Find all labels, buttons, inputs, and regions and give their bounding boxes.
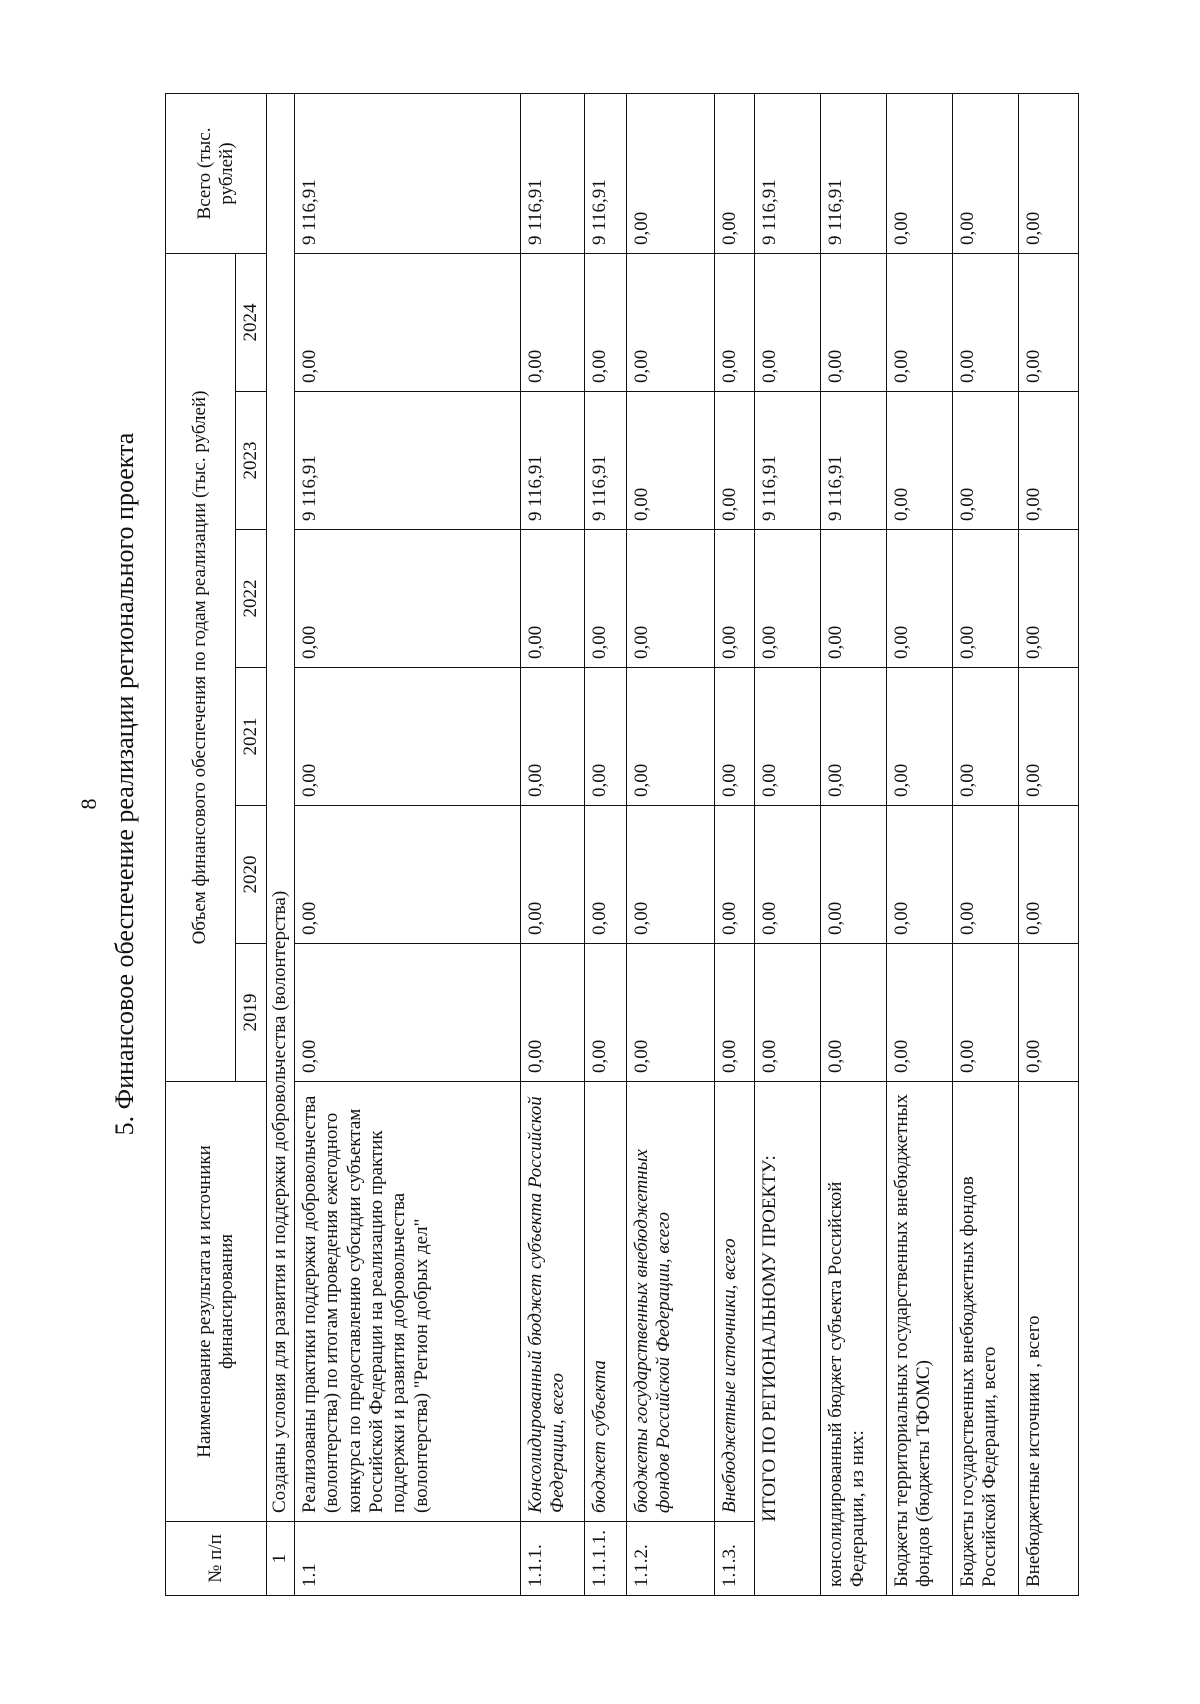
row-value: 0,00 [584, 668, 626, 806]
summary-detail-value: 0,00 [952, 530, 1018, 668]
row-name: Консолидированный бюджет субъекта Российской Федерации, всего [520, 1082, 584, 1522]
summary-detail-total: 0,00 [886, 94, 952, 254]
summary-detail-value: 0,00 [886, 806, 952, 944]
header-year: 2024 [236, 254, 267, 392]
header-year: 2019 [236, 944, 267, 1082]
summary-detail-value: 0,00 [1018, 944, 1078, 1082]
header-total: Всего (тыс. рублей) [166, 94, 267, 254]
summary-value: 9 116,91 [754, 392, 820, 530]
summary-detail-value: 0,00 [820, 254, 886, 392]
row-value: 0,00 [584, 944, 626, 1082]
summary-detail-name: Бюджеты территориальных государственных внебюджетных фондов (бюджеты ТФОМС) [886, 1082, 952, 1596]
row-total: 0,00 [626, 94, 714, 254]
table-row [520, 94, 584, 1596]
header-year: 2023 [236, 392, 267, 530]
header-year: 2021 [236, 668, 267, 806]
row-name: бюджеты государственных внебюджетных фондов Российской Федерации, всего [626, 1082, 714, 1522]
row-name: Реализованы практики поддержки добровольчества (волонтерства) по итогам проведения ежегодного конкурса по предоставлению субсидии субъектам Российской Федерации на реализацию практик поддержки и развития добровольчества (волонтерства) "Регион добрых дел" [294, 1082, 520, 1522]
summary-detail-value: 0,00 [886, 944, 952, 1082]
summary-detail-value: 0,00 [886, 392, 952, 530]
row-value: 0,00 [714, 806, 754, 944]
summary-row [754, 94, 820, 1596]
table-row [584, 94, 626, 1596]
summary-detail-name: консолидированный бюджет субъекта Российской Федерации, из них: [820, 1082, 886, 1596]
summary-detail-value: 0,00 [1018, 806, 1078, 944]
summary-value: 0,00 [754, 806, 820, 944]
row-value: 0,00 [520, 806, 584, 944]
summary-detail-name: Бюджеты государственных внебюджетных фондов Российской Федерации, всего [952, 1082, 1018, 1596]
row-total: 9 116,91 [584, 94, 626, 254]
summary-detail-row [820, 94, 886, 1596]
header-name: Наименование результата и источники финансирования [166, 1082, 267, 1522]
summary-detail-row [1018, 94, 1078, 1596]
summary-detail-total: 0,00 [952, 94, 1018, 254]
table-row [294, 94, 520, 1596]
summary-detail-value: 0,00 [952, 806, 1018, 944]
row-value: 0,00 [294, 668, 520, 806]
row-value: 0,00 [626, 392, 714, 530]
table-row [714, 94, 754, 1596]
summary-value: 0,00 [754, 668, 820, 806]
summary-detail-value: 0,00 [886, 668, 952, 806]
row-value: 0,00 [714, 668, 754, 806]
summary-detail-row [886, 94, 952, 1596]
summary-detail-value: 0,00 [886, 254, 952, 392]
row-total: 0,00 [714, 94, 754, 254]
row-value: 0,00 [714, 944, 754, 1082]
row-value: 0,00 [626, 254, 714, 392]
row-value: 0,00 [520, 668, 584, 806]
section-label: Созданы условия для развития и поддержки добровольчества (волонтерства) [267, 94, 294, 1522]
row-num: 1.1 [294, 1522, 520, 1596]
row-value: 0,00 [626, 530, 714, 668]
header-volume: Объем финансового обеспечения по годам реализации (тыс. рублей) [166, 254, 236, 1082]
summary-detail-value: 0,00 [952, 944, 1018, 1082]
summary-value: 0,00 [754, 530, 820, 668]
summary-detail-value: 0,00 [820, 806, 886, 944]
row-total: 9 116,91 [294, 94, 520, 254]
summary-detail-value: 9 116,91 [820, 392, 886, 530]
row-value: 0,00 [520, 944, 584, 1082]
section-num: 1 [267, 1522, 294, 1596]
section-row [267, 94, 294, 1596]
row-value: 0,00 [584, 806, 626, 944]
row-value: 0,00 [626, 806, 714, 944]
row-value: 0,00 [294, 530, 520, 668]
summary-value: 0,00 [754, 944, 820, 1082]
summary-detail-total: 9 116,91 [820, 94, 886, 254]
row-value: 0,00 [520, 530, 584, 668]
header-year: 2022 [236, 530, 267, 668]
header-num: № п/п [166, 1522, 267, 1596]
summary-detail-value: 0,00 [820, 668, 886, 806]
row-value: 0,00 [520, 254, 584, 392]
row-value: 0,00 [584, 530, 626, 668]
page-number: 8 [76, 798, 101, 810]
finance-table [165, 93, 1079, 1596]
row-value: 0,00 [294, 254, 520, 392]
row-value: 0,00 [714, 254, 754, 392]
row-num: 1.1.3. [714, 1522, 754, 1596]
summary-label: ИТОГО ПО РЕГИОНАЛЬНОМУ ПРОЕКТУ: [754, 1082, 820, 1596]
row-value: 0,00 [584, 254, 626, 392]
summary-detail-value: 0,00 [1018, 530, 1078, 668]
summary-detail-value: 0,00 [952, 668, 1018, 806]
row-value: 9 116,91 [584, 392, 626, 530]
summary-detail-value: 0,00 [1018, 668, 1078, 806]
row-name: Внебюджетные источники, всего [714, 1082, 754, 1522]
summary-total: 9 116,91 [754, 94, 820, 254]
table-row [626, 94, 714, 1596]
row-name: бюджет субъекта [584, 1082, 626, 1522]
header-year: 2020 [236, 806, 267, 944]
row-value: 0,00 [294, 944, 520, 1082]
summary-detail-name: Внебюджетные источники , всего [1018, 1082, 1078, 1596]
row-value: 0,00 [626, 668, 714, 806]
row-value: 0,00 [626, 944, 714, 1082]
summary-detail-value: 0,00 [820, 530, 886, 668]
summary-detail-total: 0,00 [1018, 94, 1078, 254]
section-title: 5. Финансовое обеспечение реализации регионального проекта [110, 432, 139, 1136]
summary-detail-value: 0,00 [952, 254, 1018, 392]
summary-detail-value: 0,00 [820, 944, 886, 1082]
row-num: 1.1.2. [626, 1522, 714, 1596]
row-total: 9 116,91 [520, 94, 584, 254]
summary-detail-value: 0,00 [952, 392, 1018, 530]
row-num: 1.1.1. [520, 1522, 584, 1596]
row-value: 0,00 [714, 392, 754, 530]
row-value: 0,00 [294, 806, 520, 944]
summary-detail-value: 0,00 [1018, 392, 1078, 530]
row-value: 0,00 [714, 530, 754, 668]
summary-detail-value: 0,00 [886, 530, 952, 668]
row-value: 9 116,91 [520, 392, 584, 530]
summary-detail-row [952, 94, 1018, 1596]
summary-value: 0,00 [754, 254, 820, 392]
summary-detail-value: 0,00 [1018, 254, 1078, 392]
row-value: 9 116,91 [294, 392, 520, 530]
row-num: 1.1.1.1. [584, 1522, 626, 1596]
